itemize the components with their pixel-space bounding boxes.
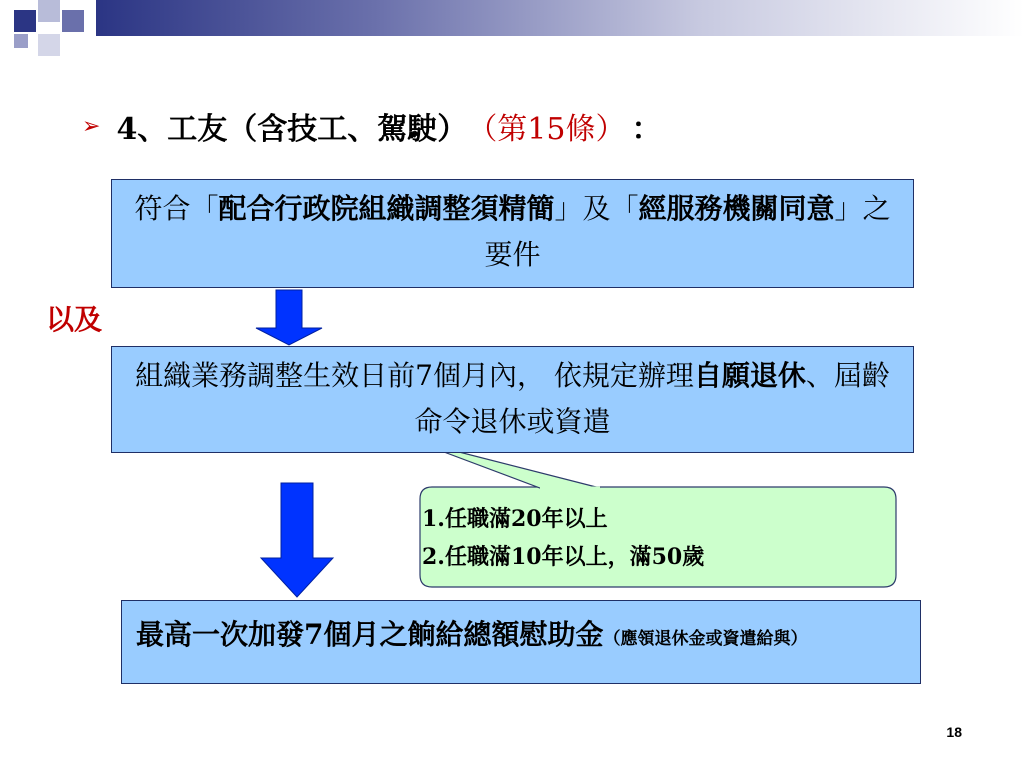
retirement-suffix: 、屆齡命令退休或資遣 [414,359,890,438]
requirement-bold-1: 配合行政院組織調整須精簡 [218,192,555,225]
page-number: 18 [946,724,962,740]
retirement-bold: 自願退休 [693,359,806,392]
connector-label: 以及 [46,303,103,336]
callout-line-2: 2.任職滿10年以上，滿50歲 [422,544,705,570]
requirement-suffix: 」之要件 [484,192,891,271]
benefit-main: 最高一次加發7個月之餉給總額慰助金 [136,618,604,651]
callout-line-1: 1.任職滿20年以上 [422,506,608,532]
requirement-bold-2: 經服務機關同意 [638,192,835,225]
callout-conditions [422,500,704,576]
bullet-arrow-icon: ➢ [82,113,101,139]
requirement-mid: 」及「 [554,192,639,225]
benefit-note: （應領退休金或資遣給與） [603,629,808,649]
heading-article-ref: （第15條） [467,112,626,147]
retirement-box [111,346,914,453]
arrow-down-icon-1 [256,290,322,345]
benefit-box [121,600,921,684]
heading-text: 4、工友（含技工、駕駛） [116,112,468,147]
arrow-down-icon-2 [261,483,333,597]
requirement-prefix: 符合「 [134,192,219,225]
heading-colon: ： [631,112,662,147]
retirement-prefix: 組織業務調整生效日前7個月內， 依規定辦理 [135,359,694,392]
